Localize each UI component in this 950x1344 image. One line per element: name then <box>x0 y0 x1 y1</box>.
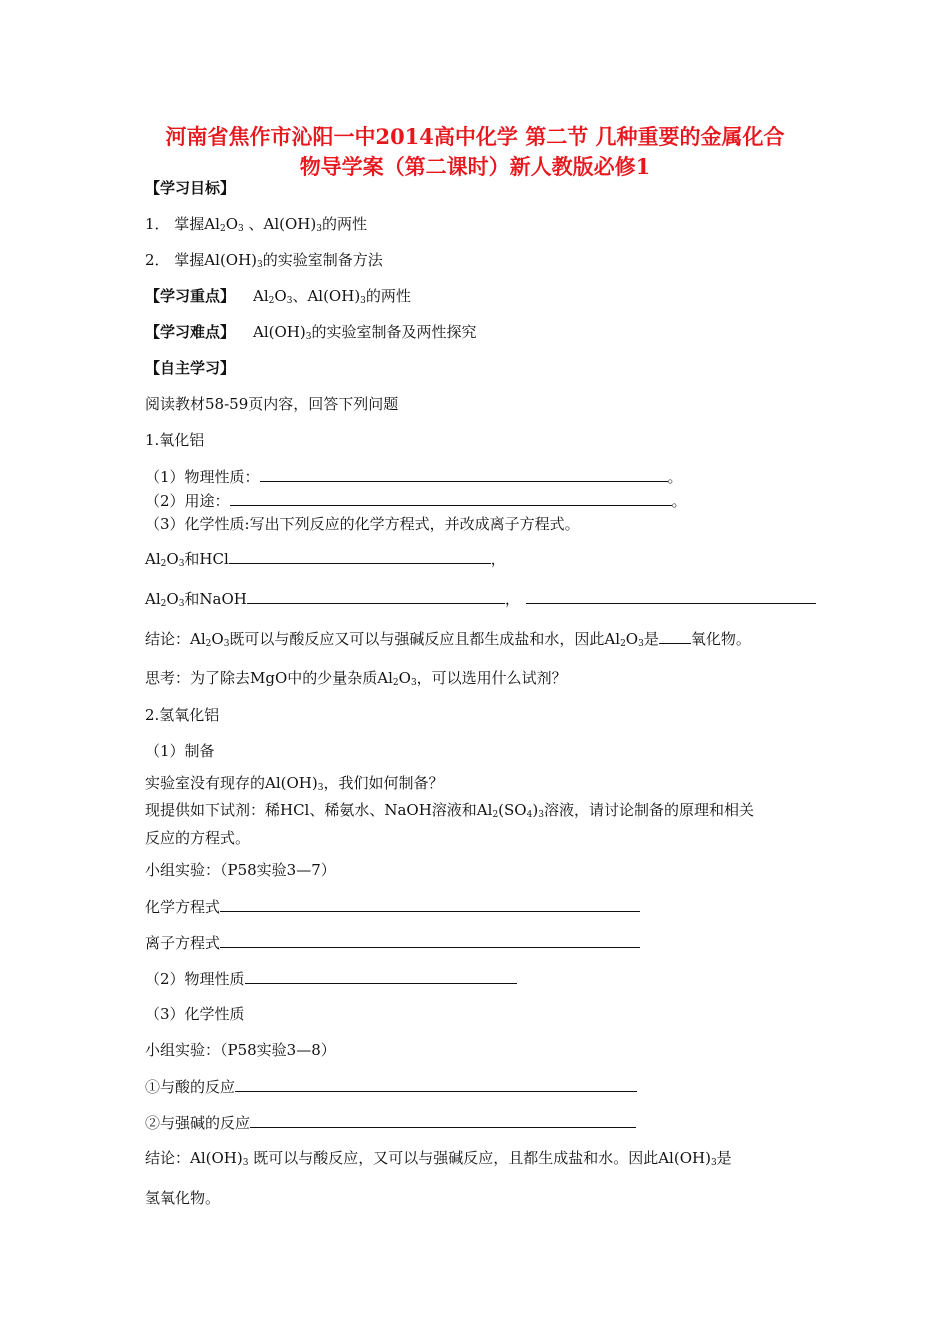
title-line-2: 物导学案（第二课时）新人教版必修1 <box>299 154 651 179</box>
ionic-equation: 离子方程式 <box>145 932 640 953</box>
answer-blank[interactable] <box>245 968 517 984</box>
answer-blank[interactable] <box>526 588 816 604</box>
alumina-conclusion: 结论：$Al_2O_3$既可以与酸反应又可以与强碱反应且都生成盐和水，因此$Al_2O_3$是 氧化物。 <box>145 630 751 649</box>
document-title <box>130 122 820 182</box>
alumina-chemical: （3）化学性质:写出下列反应的化学方程式，并改成离子方程式。 <box>145 515 580 533</box>
title-line-1: 河南省焦作市沁阳一中2014高中化学 第二节 几种重要的金属化合 <box>165 124 785 149</box>
hydroxide-conclusion: 结论：$Al(OH)_3$ 既可以与酸反应，又可以与强碱反应，且都生成盐和水。因此$Al(OH)_3$是 <box>145 1149 732 1168</box>
key-points-heading: 【学习重点】 <box>145 287 236 305</box>
reaction-with-acid: ①与酸的反应 <box>145 1076 637 1097</box>
reaction-with-base: ②与强碱的反应 <box>145 1112 636 1133</box>
answer-blank[interactable] <box>235 1076 637 1092</box>
objective-1: 1． 掌握$Al_2O_3$ 、$Al(OH)_3$的两性 <box>145 215 367 234</box>
alumina-think: 思考：为了除去MgO中的少量杂质$Al_2O_3$，可以选用什么试剂？ <box>145 669 567 688</box>
objectives-heading: 【学习目标】 <box>145 179 236 197</box>
hydroxide-conclusion-cont: 氢氧化物。 <box>145 1189 221 1207</box>
hydroxide-heading: 2.氢氧化铝 <box>145 706 220 724</box>
alumina-with-hcl: $Al_2O_3$和HCl ， <box>145 550 506 569</box>
key-points: 【学习重点】 $Al_2O_3$、$Al(OH)_3$的两性 <box>145 287 411 306</box>
answer-blank[interactable] <box>247 588 505 604</box>
hydroxide-question-2: 现提供如下试剂：稀HCl、稀氨水、NaOH溶液和$Al_2(SO_4)_3$溶液，请讨论制备的原理和相关 <box>145 801 754 820</box>
answer-blank[interactable] <box>659 628 691 644</box>
alumina-use: （2）用途： 。 <box>145 492 687 510</box>
self-study-heading: 【自主学习】 <box>145 359 236 377</box>
alumina-with-naoh: $Al_2O_3$和NaOH ， <box>145 588 816 614</box>
reading-instruction: 阅读教材58-59页内容，回答下列问题 <box>145 395 399 413</box>
answer-blank[interactable] <box>250 1112 636 1128</box>
chemical-equation: 化学方程式 <box>145 896 640 917</box>
hydroxide-question-2-cont: 反应的方程式。 <box>145 829 251 847</box>
answer-blank[interactable] <box>230 490 672 506</box>
hydroxide-question-1: 实验室没有现存的$Al(OH)_3$，我们如何制备？ <box>145 774 444 793</box>
alumina-heading: 1.氧化铝 <box>145 431 205 449</box>
answer-blank[interactable] <box>229 548 491 564</box>
objective-2: 2． 掌握$Al(OH)_3$的实验室制备方法 <box>145 251 383 270</box>
difficulties: 【学习难点】 $Al(OH)_3$的实验室制备及两性探究 <box>145 323 477 342</box>
hydroxide-physical: （2）物理性质 <box>145 968 517 989</box>
hydroxide-chemical: （3）化学性质 <box>145 1005 245 1023</box>
answer-blank[interactable] <box>220 932 640 948</box>
group-experiment-2: 小组实验：（P58实验3—8） <box>145 1041 336 1059</box>
hydroxide-prep: （1）制备 <box>145 742 215 760</box>
answer-blank[interactable] <box>260 466 668 482</box>
group-experiment-1: 小组实验：（P58实验3—7） <box>145 861 336 879</box>
alumina-physical: （1）物理性质： 。 <box>145 468 683 486</box>
answer-blank[interactable] <box>220 896 640 912</box>
difficulties-heading: 【学习难点】 <box>145 323 236 341</box>
